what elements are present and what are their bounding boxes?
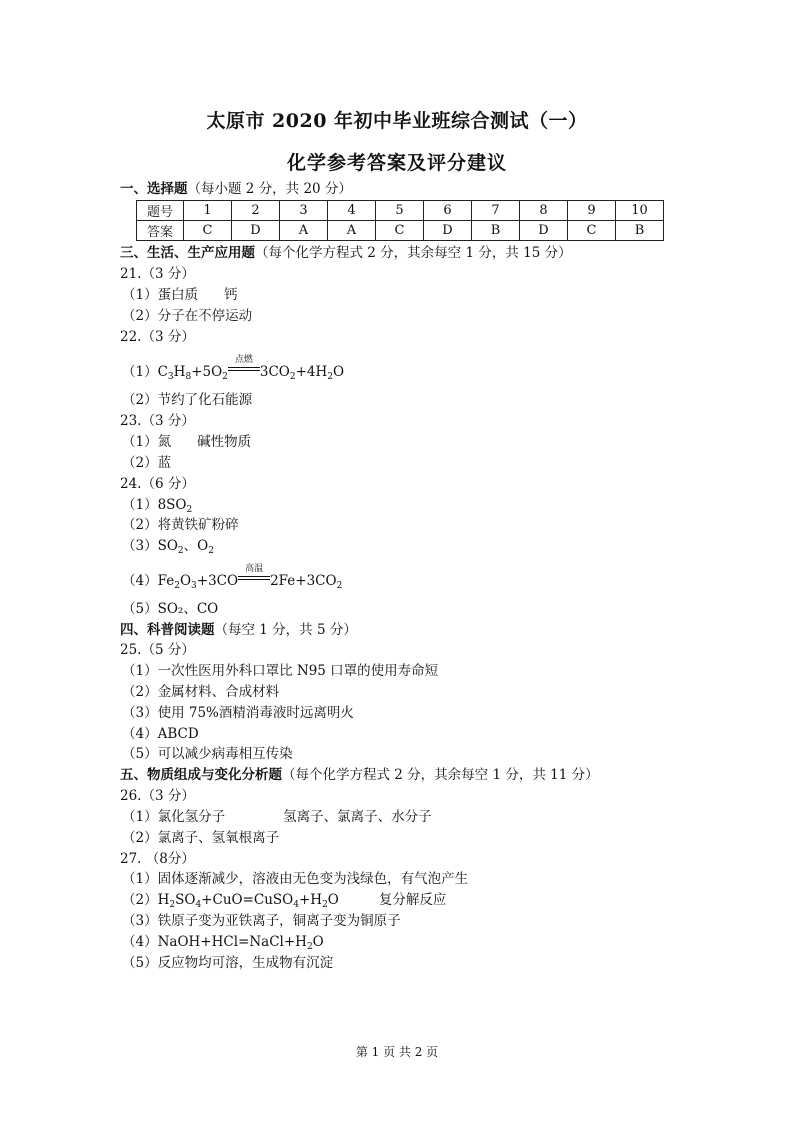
q26-answer-1 bbox=[122, 808, 432, 826]
q27-answer-2: $(2)H_2SO_4+CuO=CuSO_4+H_2O$ 复分解反应 bbox=[122, 892, 447, 910]
q23-answer-1b: 碱性物质 bbox=[197, 434, 252, 450]
table-cell: D bbox=[424, 221, 472, 241]
q26-answer-2: （2）氯离子、氢氧根离子 bbox=[122, 830, 280, 846]
table-cell: 4 bbox=[328, 201, 376, 221]
q21-answer-1b: 钙 bbox=[224, 287, 238, 303]
section-5-title: 五、物质组成与变化分析题 bbox=[120, 767, 282, 783]
table-cell: D bbox=[520, 221, 568, 241]
q21-answer-1 bbox=[122, 286, 238, 304]
table-header-cell: 题号 bbox=[137, 201, 184, 221]
section-4-title: 四、科普阅读题 bbox=[120, 622, 215, 638]
q23-heading: 23.（3 分） bbox=[120, 413, 195, 429]
table-cell: B bbox=[616, 221, 664, 241]
q24-answer-3: $(3)SO_2$、$O_2$ bbox=[122, 538, 214, 556]
q26-heading: 26.（3 分） bbox=[120, 788, 195, 804]
section-4-heading bbox=[120, 621, 357, 639]
q24-answer-4-equation: $(4)Fe_2O_3+3CO$ 高温 $2Fe+3CO_2$ bbox=[122, 571, 342, 590]
table-cell: A bbox=[280, 221, 328, 241]
q21-answer-1a: （1）蛋白质 bbox=[122, 287, 199, 303]
table-cell: 7 bbox=[472, 201, 520, 221]
q22-equation-prefix: （1）C bbox=[122, 364, 168, 380]
table-cell: A bbox=[328, 221, 376, 241]
section-1-heading bbox=[120, 180, 352, 198]
table-cell: C bbox=[184, 221, 232, 241]
q22-answer-1-equation: $(1)C_3H_8+5O_2$ 点燃 $3CO_2+4H_2O$ bbox=[122, 362, 344, 381]
q22-answer-2: （2）节约了化石能源 bbox=[122, 392, 253, 408]
page-subtitle: 化学参考答案及评分建议 bbox=[286, 152, 507, 174]
table-cell: B bbox=[472, 221, 520, 241]
q27-answer-3: （3）铁原子变为亚铁离子，铜离子变为铜原子 bbox=[122, 913, 401, 929]
q23-answer-1a: （1）氮 bbox=[122, 434, 172, 450]
table-cell: 3 bbox=[280, 201, 328, 221]
q23-answer-1 bbox=[122, 433, 251, 451]
q24-heading: 24.（6 分） bbox=[120, 476, 195, 492]
q27-heading: 27. （8分） bbox=[120, 851, 195, 867]
q27-answer-4: $(4)NaOH+HCl=NaCl+H_2O$ bbox=[122, 934, 324, 952]
table-row-answers bbox=[137, 221, 664, 241]
q24-answer-1-text: （1）8SO bbox=[122, 497, 187, 513]
section-3-heading bbox=[120, 244, 572, 262]
q25-answer-2: （2）金属材料、合成材料 bbox=[122, 684, 280, 700]
section-1-note: （每小题 2 分，共 20 分） bbox=[187, 181, 352, 197]
q21-heading: 21.（3 分） bbox=[120, 266, 195, 282]
q24-answer-1: $(1)8SO_2$ bbox=[122, 497, 193, 515]
reaction-condition-label: 点燃 bbox=[234, 355, 253, 365]
section-3-title: 三、生活、生产应用题 bbox=[120, 245, 255, 261]
section-3-note: （每个化学方程式 2 分，其余每空 1 分，共 15 分） bbox=[255, 245, 572, 261]
q27-answer-1: （1）固体逐渐减少，溶液由无色变为浅绿色，有气泡产生 bbox=[122, 871, 469, 887]
q26-answer-1a: （1）氯化氢分子 bbox=[122, 809, 226, 825]
q25-answer-3: （3）使用 75%酒精消毒液时远离明火 bbox=[122, 705, 354, 721]
table-header-cell: 答案 bbox=[137, 221, 184, 241]
section-5-note: （每个化学方程式 2 分，其余每空 1 分，共 11 分） bbox=[282, 767, 599, 783]
section-4-note: （每空 1 分，共 5 分） bbox=[214, 622, 357, 638]
reaction-condition-label: 高温 bbox=[245, 564, 264, 574]
table-cell: 2 bbox=[232, 201, 280, 221]
section-5-heading bbox=[120, 766, 599, 784]
q25-answer-5: （5）可以减少病毒相互传染 bbox=[122, 746, 293, 762]
answer-table bbox=[136, 200, 664, 241]
table-cell: 5 bbox=[376, 201, 424, 221]
q24-answer-5: （5）SO₂、CO bbox=[122, 601, 219, 617]
table-cell: C bbox=[568, 221, 616, 241]
q24-answer-3-text: （3）SO bbox=[122, 538, 178, 554]
q25-heading: 25.（5 分） bbox=[120, 642, 195, 658]
table-cell: 6 bbox=[424, 201, 472, 221]
table-cell: 8 bbox=[520, 201, 568, 221]
q25-answer-1: （1）一次性医用外科口罩比 N95 口罩的使用寿命短 bbox=[122, 663, 439, 679]
table-cell: C bbox=[376, 221, 424, 241]
q27-answer-5: （5）反应物均可溶，生成物有沉淀 bbox=[122, 955, 334, 971]
table-cell: D bbox=[232, 221, 280, 241]
q26-answer-1b: 氢离子、氯离子、水分子 bbox=[283, 809, 432, 825]
table-cell: 10 bbox=[616, 201, 664, 221]
q27-answer-2-type: 复分解反应 bbox=[378, 892, 447, 908]
table-cell: 1 bbox=[184, 201, 232, 221]
reaction-condition-arrow bbox=[238, 564, 270, 585]
page-title: 太原市 2020 年初中毕业班综合测试（一） bbox=[206, 110, 588, 132]
q25-answer-4: （4）ABCD bbox=[122, 726, 199, 742]
reaction-condition-arrow bbox=[228, 355, 260, 376]
q24-answer-2: （2）将黄铁矿粉碎 bbox=[122, 517, 239, 533]
section-1-title: 一、选择题 bbox=[120, 181, 188, 197]
table-row-numbers bbox=[137, 201, 664, 221]
q22-heading: 22.（3 分） bbox=[120, 329, 195, 345]
page-footer: 第 1 页 共 2 页 bbox=[355, 1045, 439, 1059]
table-cell: 9 bbox=[568, 201, 616, 221]
q21-answer-2: （2）分子在不停运动 bbox=[122, 308, 253, 324]
q23-answer-2: （2）蓝 bbox=[122, 455, 172, 471]
